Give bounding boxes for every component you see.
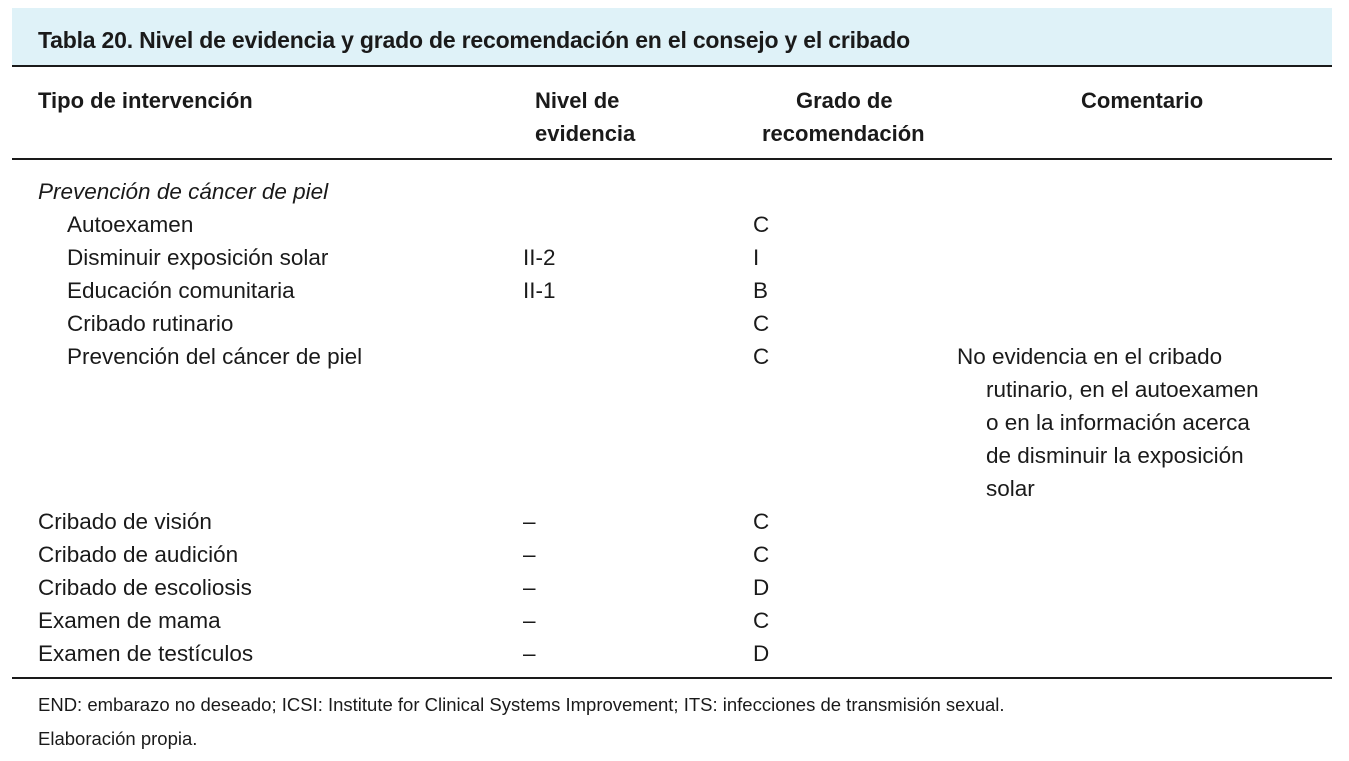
group-label: Prevención de cáncer de piel (38, 179, 329, 204)
row-comment (957, 340, 1259, 505)
row-nivel: – (523, 575, 536, 600)
table-title: Tabla 20. Nivel de evidencia y grado de recomendación en el consejo y el cribado (38, 27, 910, 53)
comment-line: solar (986, 476, 1035, 501)
row-grado: C (753, 212, 770, 237)
comment-line: No evidencia en el cribado (957, 344, 1223, 369)
row-grado: C (753, 608, 770, 633)
row-tipo: Cribado de escoliosis (38, 575, 252, 600)
row-grado: C (753, 311, 770, 336)
row-nivel: – (523, 641, 536, 666)
row-tipo: Prevención del cáncer de piel (67, 344, 363, 369)
row-tipo: Disminuir exposición solar (67, 245, 329, 270)
footnote-abbreviations: END: embarazo no deseado; ICSI: Institute for Clinical Systems Improvement; ITS: infecciones de transmisión sexual. (38, 694, 1005, 715)
row-tipo: Cribado de audición (38, 542, 239, 567)
row-tipo: Examen de mama (38, 608, 221, 633)
comment-line: rutinario, en el autoexamen (986, 377, 1259, 402)
table-bottom-rule (12, 677, 1332, 679)
header-rule (12, 158, 1332, 160)
row-grado: I (753, 245, 760, 270)
row-grado: D (753, 641, 770, 666)
row-grado: C (753, 542, 770, 567)
comment-line: de disminuir la exposición (986, 443, 1244, 468)
header-nivel-line2: evidencia (535, 121, 636, 146)
row-grado: C (753, 509, 770, 534)
footnote-source: Elaboración propia. (38, 728, 198, 749)
comment-line: o en la información acerca (986, 410, 1250, 435)
row-grado: C (753, 344, 770, 369)
row-tipo: Educación comunitaria (67, 278, 295, 303)
row-nivel: – (523, 608, 536, 633)
header-comentario: Comentario (1081, 88, 1204, 113)
header-nivel-line1: Nivel de (535, 88, 620, 113)
row-tipo: Cribado de visión (38, 509, 212, 534)
row-tipo: Examen de testículos (38, 641, 254, 666)
row-grado: B (753, 278, 769, 303)
row-grado: D (753, 575, 770, 600)
row-nivel: II-2 (523, 245, 556, 270)
row-tipo: Autoexamen (67, 212, 194, 237)
row-nivel: – (523, 509, 536, 534)
row-nivel: – (523, 542, 536, 567)
table-title-bar (12, 8, 1332, 67)
row-tipo: Cribado rutinario (67, 311, 234, 336)
header-tipo: Tipo de intervención (38, 88, 253, 113)
header-grado-line2: recomendación (762, 121, 925, 146)
header-grado-line1: Grado de (796, 88, 893, 113)
row-nivel: II-1 (523, 278, 556, 303)
